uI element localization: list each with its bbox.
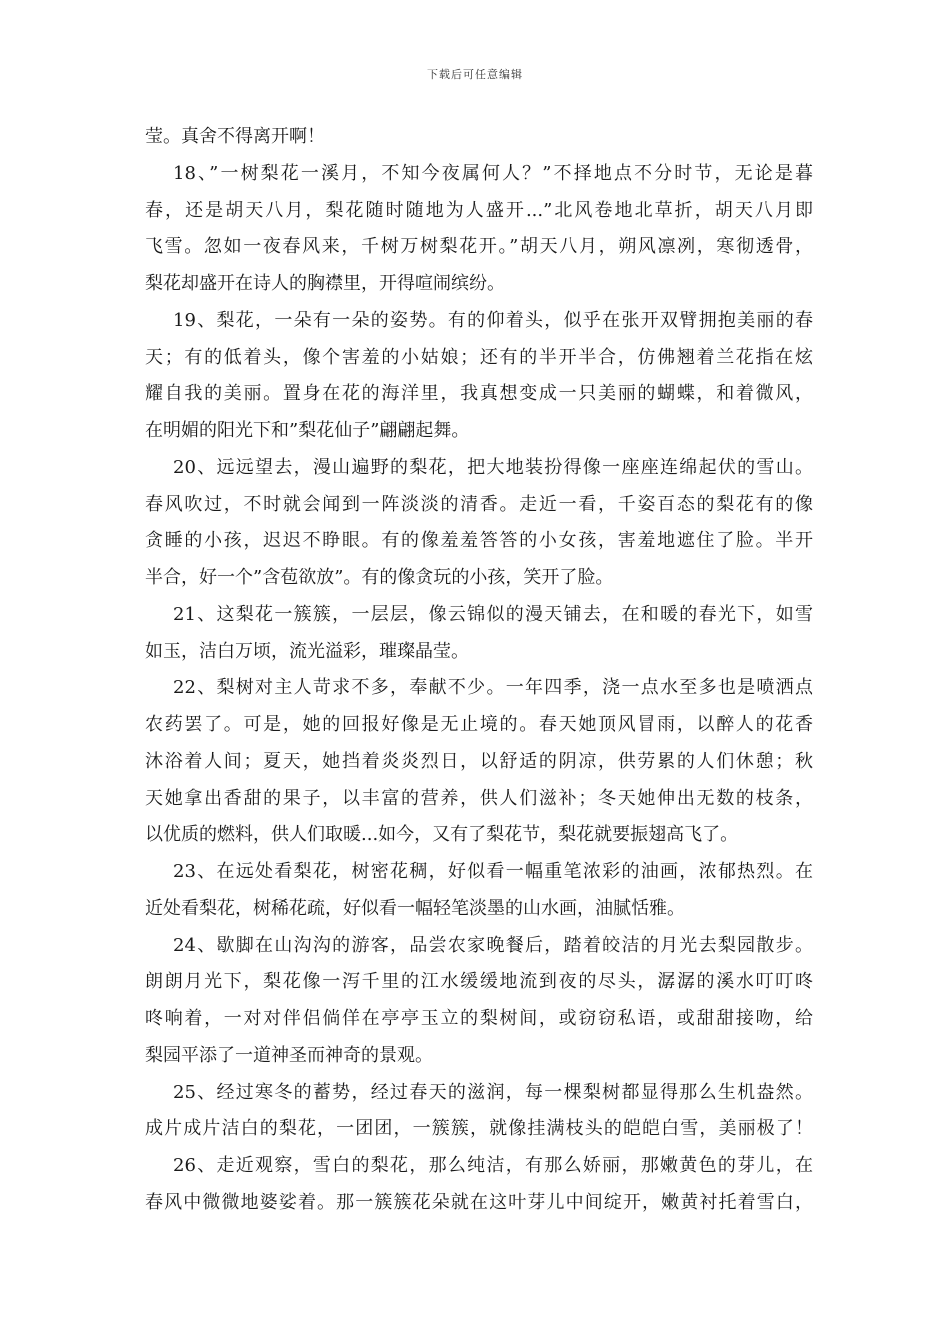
text-line: 梨园平添了一道神圣而神奇的景观。 xyxy=(145,1044,433,1066)
text-line: 25、经过寒冬的蓄势，经过春天的滋润，每一棵梨树都显得那么生机盎然。 xyxy=(173,1081,813,1103)
text-line: 耀自我的美丽。置身在花的海洋里，我真想变成一只美丽的蝴蝶，和着微风， xyxy=(145,383,813,405)
text-line: 半合，好一个”含苞欲放”。有的像贪玩的小孩，笑开了脸。 xyxy=(145,567,614,588)
text-line: 天她拿出香甜的果子，以丰富的营养，供人们滋补；冬天她伸出无数的枝条， xyxy=(145,787,813,809)
text-line: 21、这梨花一簇簇，一层层，像云锦似的漫天铺去，在和暖的春光下，如雪 xyxy=(173,603,813,625)
text-line: 朗朗月光下，梨花像一泻千里的江水缓缓地流到夜的尽头，潺潺的溪水叮叮咚 xyxy=(145,971,813,993)
text-line: 近处看梨花，树稀花疏，好似看一幅轻笔淡墨的山水画，油腻恬雅。 xyxy=(145,897,685,919)
document-body xyxy=(145,119,813,1222)
text-line: 如玉，洁白万顷，流光溢彩，璀璨晶莹。 xyxy=(145,640,469,662)
page-header: 下载后可任意编辑 xyxy=(427,68,523,81)
text-line: 24、歇脚在山沟沟的游客，品尝农家晚餐后，踏着皎洁的月光去梨园散步。 xyxy=(173,934,813,956)
text-line: 莹。真舍不得离开啊！ xyxy=(145,126,325,147)
text-line: 沐浴着人间；夏天，她挡着炎炎烈日，以舒适的阴凉，供劳累的人们休憩；秋 xyxy=(145,750,813,772)
text-line: 飞雪。忽如一夜春风来，千树万树梨花开。”胡天八月，朔风凛冽，寒彻透骨， xyxy=(145,236,813,258)
text-line: 春风吹过，不时就会闻到一阵淡淡的清香。走近一看，千姿百态的梨花有的像 xyxy=(145,493,813,515)
text-line: 咚响着，一对对伴侣倘佯在亭亭玉立的梨树间，或窃窃私语，或甜甜接吻，给 xyxy=(145,1008,813,1029)
text-line: 梨花却盛开在诗人的胸襟里，开得喧闹缤纷。 xyxy=(145,273,505,294)
text-line: 18、”一树梨花一溪月，不知今夜属何人？”不择地点不分时节，无论是暮 xyxy=(173,162,813,184)
text-line: 22、梨树对主人苛求不多，奉献不少。一年四季，浇一点水至多也是喷洒点 xyxy=(173,677,813,699)
text-line: 23、在远处看梨花，树密花稠，好似看一幅重笔浓彩的油画，浓郁热烈。在 xyxy=(173,861,813,882)
text-line: 20、远远望去，漫山遍野的梨花，把大地装扮得像一座座连绵起伏的雪山。 xyxy=(173,456,813,478)
text-line: 农药罢了。可是，她的回报好像是无止境的。春天她顶风冒雨，以醉人的花香 xyxy=(145,714,813,735)
text-line: 天；有的低着头，像个害羞的小姑娘；还有的半开半合，仿佛翘着兰花指在炫 xyxy=(145,346,813,368)
text-line: 在明媚的阳光下和”梨花仙子”翩翩起舞。 xyxy=(145,420,470,441)
text-line: 春，还是胡天八月，梨花随时随地为人盛开...”北风卷地北草折，胡天八月即 xyxy=(145,199,813,221)
text-line: 19、梨花，一朵有一朵的姿势。有的仰着头，似乎在张开双臂拥抱美丽的春 xyxy=(173,309,813,331)
text-line: 成片成片洁白的梨花，一团团，一簇簇，就像挂满枝头的皑皑白雪，美丽极了！ xyxy=(145,1118,813,1140)
text-line: 26、走近观察，雪白的梨花，那么纯洁，有那么娇丽，那嫩黄色的芽儿，在 xyxy=(173,1155,813,1176)
text-line: 贪睡的小孩，迟迟不睁眼。有的像羞羞答答的小女孩，害羞地遮住了脸。半开 xyxy=(145,530,813,552)
text-line: 春风中微微地婆娑着。那一簇簇花朵就在这叶芽儿中间绽开，嫩黄衬托着雪白， xyxy=(145,1191,813,1213)
text-line: 以优质的燃料，供人们取暖...如今，又有了梨花节，梨花就要振翅高飞了。 xyxy=(145,824,739,846)
